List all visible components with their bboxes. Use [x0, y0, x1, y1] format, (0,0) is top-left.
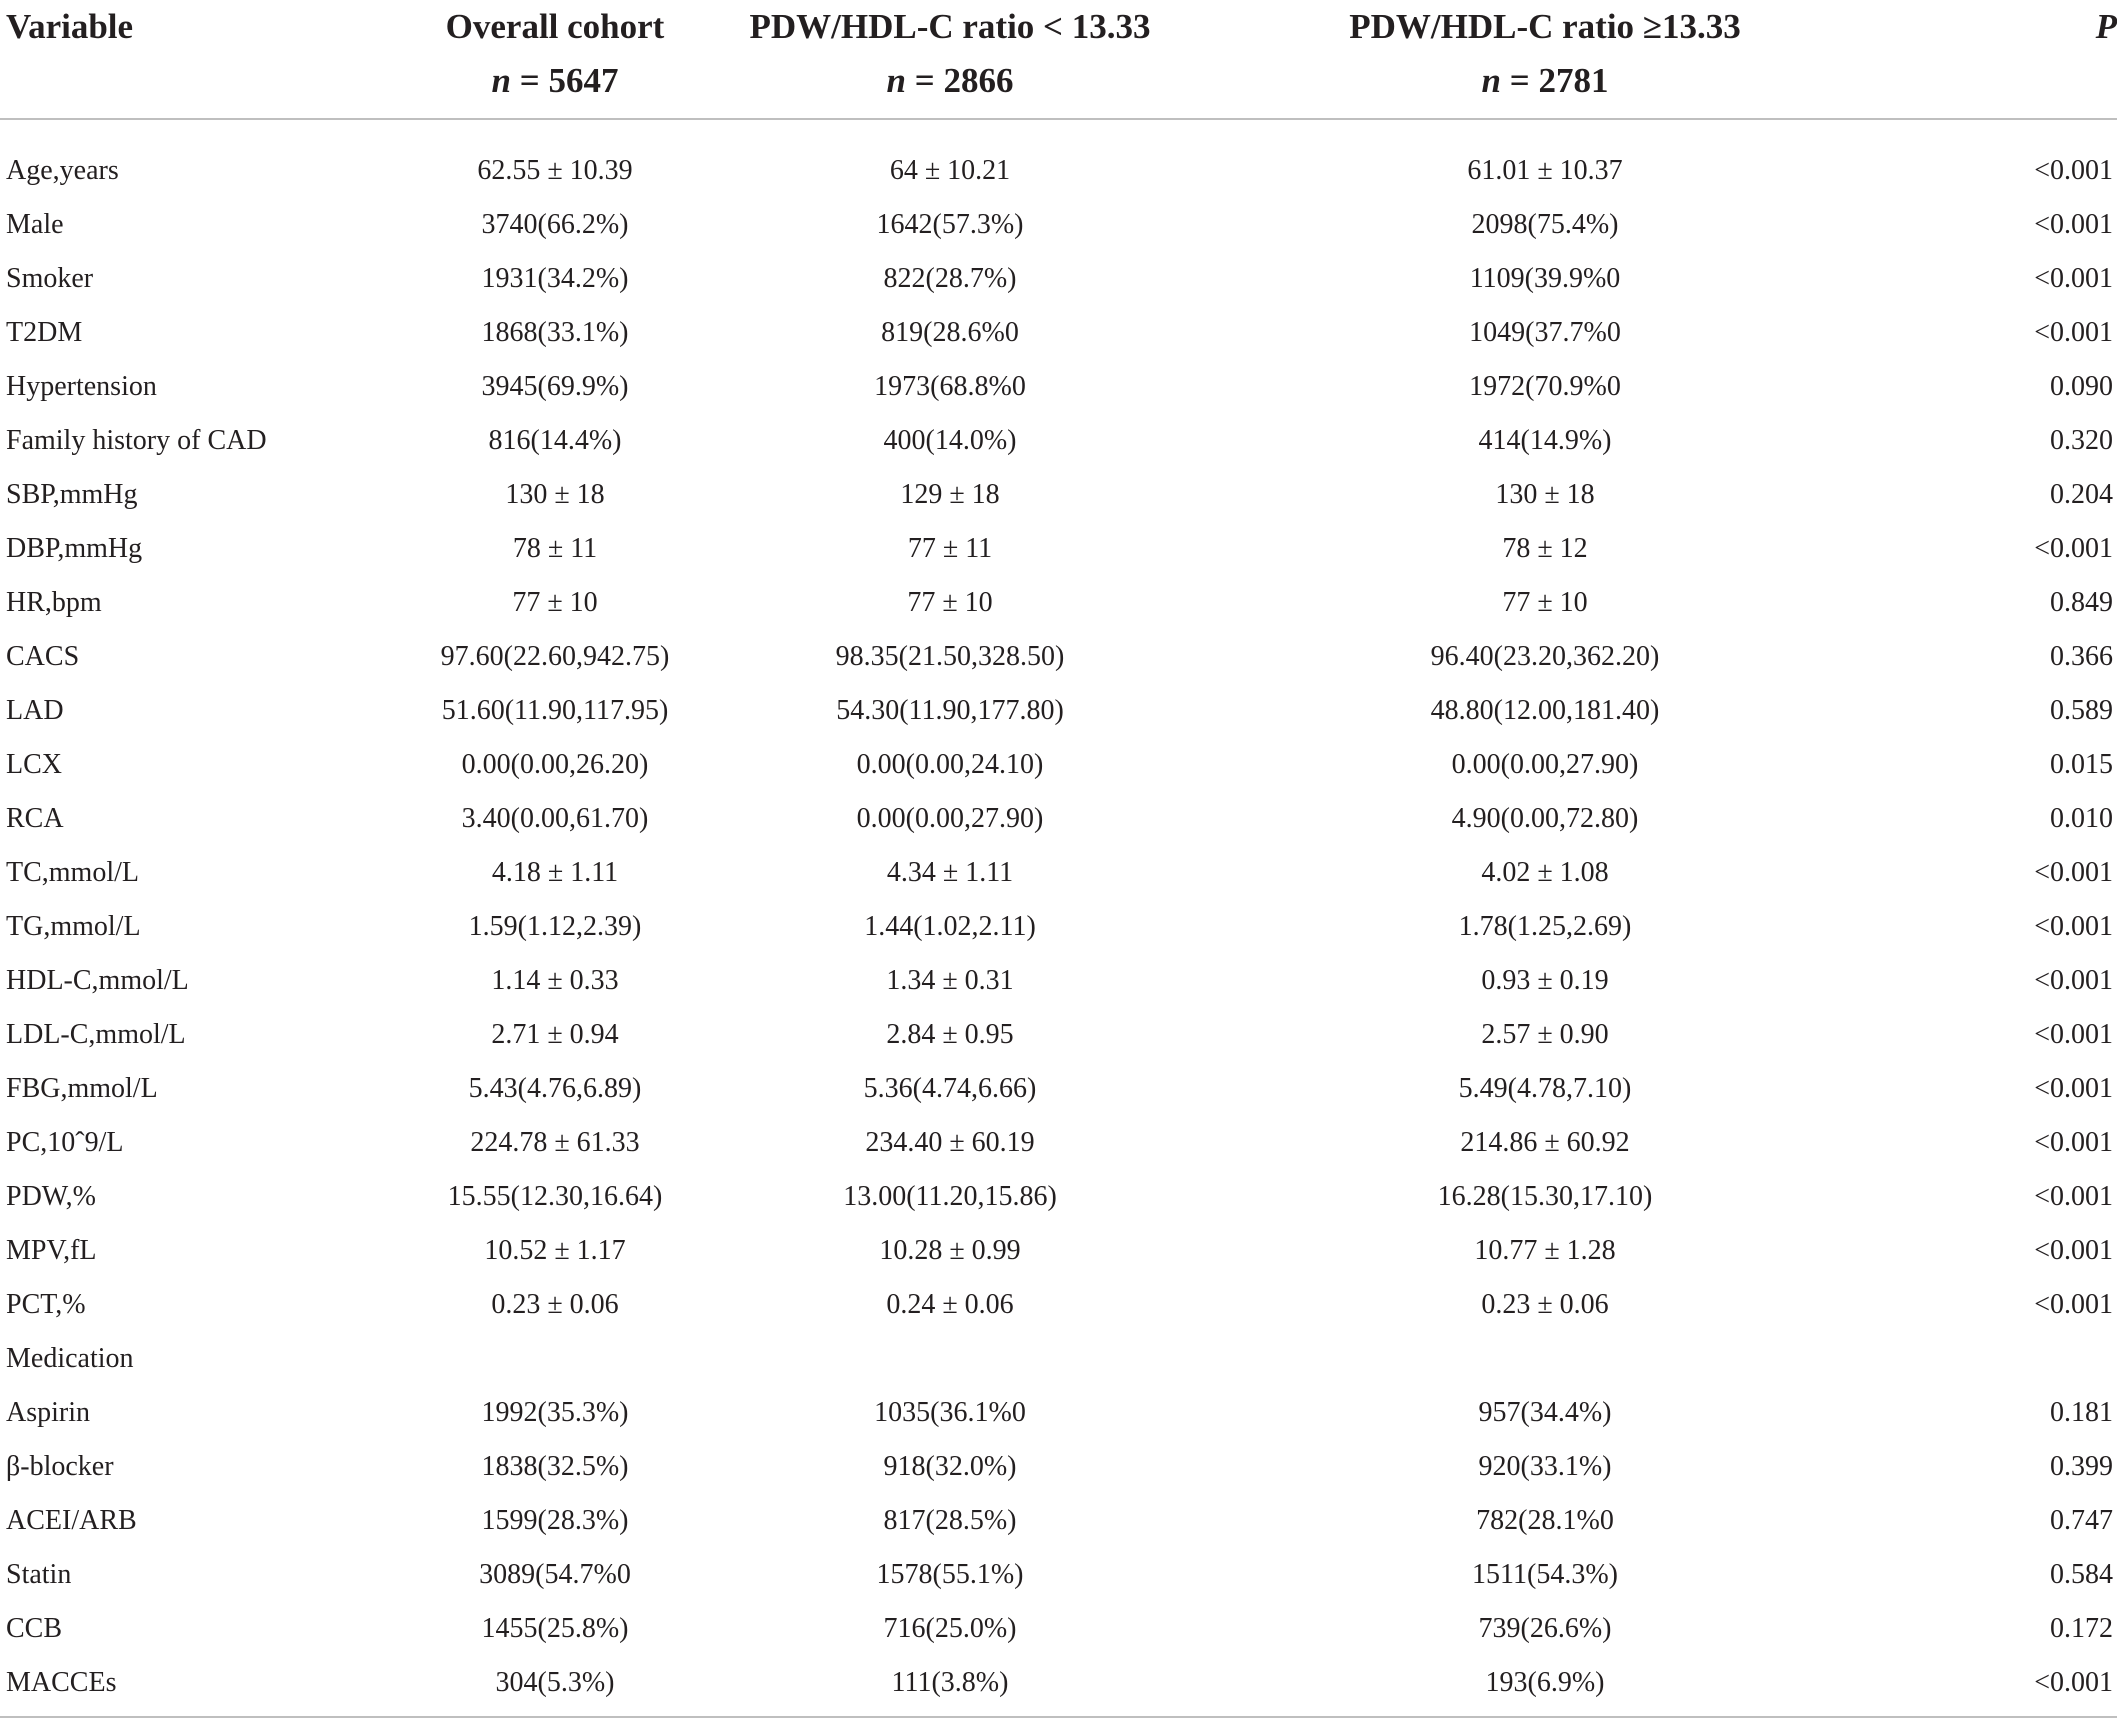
cell-overall: 2.71 ± 0.94 [491, 1019, 619, 1050]
cell-high-ratio: 1049(37.7%0 [1469, 317, 1621, 348]
cell-p-value: 0.589 [2050, 695, 2113, 726]
table-row [0, 1440, 2117, 1494]
header-p [1860, 0, 2117, 118]
cell-overall: 97.60(22.60,942.75) [440, 641, 670, 672]
table-row [0, 1332, 2117, 1386]
cell-p-value [1860, 1332, 2117, 1386]
cell-high-ratio: 0.00(0.00,27.90) [1451, 749, 1639, 780]
table-row [0, 1602, 2117, 1656]
cell-variable: Hypertension [6, 371, 157, 402]
cell-variable: LDL-C,mmol/L [6, 1019, 186, 1050]
cell-p-value: 0.090 [2050, 371, 2113, 402]
cell-variable: SBP,mmHg [6, 479, 138, 510]
table-row [0, 118, 2117, 198]
cell-low-ratio: 0.24 ± 0.06 [886, 1289, 1014, 1320]
header-high-n-symbol: n [1481, 61, 1501, 100]
cell-p-value: 0.010 [2050, 803, 2113, 834]
cell-low-ratio: 64 ± 10.21 [889, 155, 1011, 186]
cell-low-ratio: 129 ± 18 [900, 479, 1000, 510]
cell-overall: 1.14 ± 0.33 [491, 965, 619, 996]
cell-p-value: <0.001 [2034, 317, 2113, 348]
cell-overall: 3089(54.7%0 [479, 1559, 631, 1590]
cell-p-value: <0.001 [2034, 1667, 2113, 1698]
cell-low-ratio: 77 ± 10 [907, 587, 993, 618]
cell-p-value: <0.001 [2034, 263, 2113, 294]
table-row [0, 360, 2117, 414]
table-row [0, 1170, 2117, 1224]
cell-low-ratio: 1578(55.1%) [876, 1559, 1024, 1590]
cell-variable: Statin [6, 1559, 72, 1590]
table-row [0, 684, 2117, 738]
cell-p-value: <0.001 [2034, 533, 2113, 564]
cell-variable: ACEI/ARB [6, 1505, 137, 1536]
table-row [0, 1278, 2117, 1332]
cell-low-ratio: 817(28.5%) [883, 1505, 1017, 1536]
cell-high-ratio: 2.57 ± 0.90 [1481, 1019, 1609, 1050]
cell-low-ratio: 5.36(4.74,6.66) [863, 1073, 1037, 1104]
cell-p-value: 0.015 [2050, 749, 2113, 780]
table-row [0, 792, 2117, 846]
cell-overall: 1.59(1.12,2.39) [468, 911, 642, 942]
cell-low-ratio: 400(14.0%) [883, 425, 1017, 456]
header-overall-n [440, 54, 670, 108]
cell-low-ratio: 234.40 ± 60.19 [865, 1127, 1035, 1158]
cell-p-value: <0.001 [2034, 911, 2113, 942]
cell-p-value: <0.001 [2034, 965, 2113, 996]
table-row [0, 198, 2117, 252]
cell-variable: PC,10ˆ9/L [6, 1127, 124, 1158]
header-overall-n-symbol: n [491, 61, 511, 100]
cell-overall: 3.40(0.00,61.70) [461, 803, 649, 834]
cell-overall: 3740(66.2%) [481, 209, 629, 240]
cell-overall: 224.78 ± 61.33 [470, 1127, 640, 1158]
cell-variable: HR,bpm [6, 587, 102, 618]
cell-low-ratio: 0.00(0.00,27.90) [856, 803, 1044, 834]
table-row [0, 1116, 2117, 1170]
cell-p-value: 0.849 [2050, 587, 2113, 618]
cell-p-value: <0.001 [2034, 1181, 2113, 1212]
cell-variable: DBP,mmHg [6, 533, 143, 564]
cell-overall: 1599(28.3%) [481, 1505, 629, 1536]
cell-high-ratio: 782(28.1%0 [1476, 1505, 1614, 1536]
cell-p-value: 0.181 [2050, 1397, 2113, 1428]
table-row [0, 1494, 2117, 1548]
cell-high-ratio: 4.90(0.00,72.80) [1451, 803, 1639, 834]
cell-variable: TG,mmol/L [6, 911, 141, 942]
cell-high-ratio: 0.93 ± 0.19 [1481, 965, 1609, 996]
table-bottom-rule [0, 1716, 2117, 1718]
cell-low-ratio: 4.34 ± 1.11 [886, 857, 1014, 888]
table-row [0, 900, 2117, 954]
cell-variable: LAD [6, 695, 64, 726]
cell-low-ratio: 54.30(11.90,177.80) [836, 695, 1064, 726]
cell-high-ratio: 130 ± 18 [1495, 479, 1595, 510]
cell-overall: 15.55(12.30,16.64) [447, 1181, 663, 1212]
table-header [0, 0, 2117, 118]
cell-variable: HDL-C,mmol/L [6, 965, 189, 996]
cell-high-ratio: 920(33.1%) [1478, 1451, 1612, 1482]
cell-variable: Family history of CAD [6, 425, 267, 456]
table-row [0, 468, 2117, 522]
cell-overall: 1455(25.8%) [481, 1613, 629, 1644]
table-row [0, 1008, 2117, 1062]
cell-high-ratio: 0.23 ± 0.06 [1481, 1289, 1609, 1320]
cell-low-ratio: 0.00(0.00,24.10) [856, 749, 1044, 780]
header-overall-n-value: = 5647 [519, 61, 619, 100]
cell-high-ratio: 96.40(23.20,362.20) [1430, 641, 1660, 672]
cell-high-ratio: 193(6.9%) [1485, 1667, 1605, 1698]
cell-variable: FBG,mmol/L [6, 1073, 158, 1104]
cell-overall: 51.60(11.90,117.95) [441, 695, 669, 726]
cell-overall: 1931(34.2%) [481, 263, 629, 294]
cell-variable: CCB [6, 1613, 63, 1644]
cell-low-ratio: 98.35(21.50,328.50) [835, 641, 1065, 672]
header-high-n [1230, 54, 1860, 108]
table-row [0, 1386, 2117, 1440]
cell-high-ratio: 5.49(4.78,7.10) [1458, 1073, 1632, 1104]
cell-low-ratio: 1.34 ± 0.31 [886, 965, 1014, 996]
cell-high-ratio: 16.28(15.30,17.10) [1437, 1181, 1653, 1212]
table-row [0, 414, 2117, 468]
cell-low-ratio: 822(28.7%) [883, 263, 1017, 294]
cell-overall [440, 1332, 670, 1386]
cell-low-ratio: 1973(68.8%0 [874, 371, 1026, 402]
header-low-n [670, 54, 1230, 108]
table-row [0, 1548, 2117, 1602]
cell-high-ratio: 214.86 ± 60.92 [1460, 1127, 1630, 1158]
cell-p-value: <0.001 [2034, 1235, 2113, 1266]
table-row [0, 1062, 2117, 1116]
cell-p-value: <0.001 [2034, 1019, 2113, 1050]
cell-variable: MPV,fL [6, 1235, 97, 1266]
cell-overall: 0.23 ± 0.06 [491, 1289, 619, 1320]
cell-p-value: 0.204 [2050, 479, 2113, 510]
cell-overall: 816(14.4%) [488, 425, 622, 456]
cell-high-ratio: 1109(39.9%0 [1469, 263, 1621, 294]
cell-overall: 10.52 ± 1.17 [484, 1235, 626, 1266]
table-row [0, 252, 2117, 306]
cell-variable: T2DM [6, 317, 83, 348]
header-low-ratio [670, 0, 1230, 118]
cell-p-value: 0.747 [2050, 1505, 2113, 1536]
cell-p-value: <0.001 [2034, 1073, 2113, 1104]
table-row [0, 630, 2117, 684]
cell-overall: 78 ± 11 [512, 533, 598, 564]
table-row [0, 1656, 2117, 1710]
cell-variable: Aspirin [6, 1397, 90, 1428]
cell-p-value: <0.001 [2034, 1127, 2113, 1158]
cell-p-value: 0.320 [2050, 425, 2113, 456]
cell-overall: 5.43(4.76,6.89) [468, 1073, 642, 1104]
cell-low-ratio [670, 1332, 1230, 1386]
cell-p-value: <0.001 [2034, 155, 2113, 186]
table-row [0, 576, 2117, 630]
cell-low-ratio: 10.28 ± 0.99 [879, 1235, 1021, 1266]
cell-p-value: 0.584 [2050, 1559, 2113, 1590]
cell-overall: 130 ± 18 [505, 479, 605, 510]
header-low-label: PDW/HDL-C ratio < 13.33 [749, 7, 1151, 46]
cell-high-ratio: 1972(70.9%0 [1469, 371, 1621, 402]
cell-overall: 77 ± 10 [512, 587, 598, 618]
cell-overall: 1868(33.1%) [481, 317, 629, 348]
header-overall [440, 0, 670, 118]
cell-high-ratio: 957(34.4%) [1478, 1397, 1612, 1428]
cell-variable: TC,mmol/L [6, 857, 139, 888]
header-high-ratio [1230, 0, 1860, 118]
cell-overall: 0.00(0.00,26.20) [461, 749, 649, 780]
cell-variable: LCX [6, 749, 62, 780]
table-row [0, 954, 2117, 1008]
cell-p-value: <0.001 [2034, 209, 2113, 240]
cell-p-value: <0.001 [2034, 857, 2113, 888]
cell-high-ratio: 414(14.9%) [1478, 425, 1612, 456]
cell-high-ratio: 4.02 ± 1.08 [1481, 857, 1609, 888]
cell-high-ratio: 2098(75.4%) [1471, 209, 1619, 240]
header-high-label: PDW/HDL-C ratio ≥13.33 [1349, 7, 1741, 46]
header-variable-label: Variable [6, 7, 134, 46]
table-row [0, 306, 2117, 360]
header-row [0, 0, 2117, 118]
header-overall-label: Overall cohort [445, 7, 665, 46]
cell-high-ratio: 48.80(12.00,181.40) [1430, 695, 1660, 726]
cell-low-ratio: 77 ± 11 [907, 533, 993, 564]
cell-low-ratio: 111(3.8%) [891, 1667, 1009, 1698]
cell-high-ratio: 77 ± 10 [1502, 587, 1588, 618]
table-row [0, 738, 2117, 792]
cell-overall: 3945(69.9%) [481, 371, 629, 402]
cell-high-ratio: 739(26.6%) [1478, 1613, 1612, 1644]
header-low-n-symbol: n [886, 61, 906, 100]
cell-p-value: 0.366 [2050, 641, 2113, 672]
cell-overall: 4.18 ± 1.11 [491, 857, 619, 888]
cell-variable: RCA [6, 803, 64, 834]
cell-low-ratio: 716(25.0%) [883, 1613, 1017, 1644]
cell-variable: Male [6, 209, 64, 240]
cell-high-ratio: 61.01 ± 10.37 [1467, 155, 1623, 186]
table-row [0, 522, 2117, 576]
cell-p-value: <0.001 [2034, 1289, 2113, 1320]
header-divider [0, 118, 2117, 120]
cell-high-ratio: 1511(54.3%) [1472, 1559, 1618, 1590]
cell-low-ratio: 918(32.0%) [883, 1451, 1017, 1482]
table-row [0, 846, 2117, 900]
cell-overall: 304(5.3%) [495, 1667, 615, 1698]
cell-low-ratio: 13.00(11.20,15.86) [843, 1181, 1057, 1212]
cell-variable: Smoker [6, 263, 94, 294]
cell-variable: Medication [6, 1343, 134, 1374]
cell-overall: 1838(32.5%) [481, 1451, 629, 1482]
cell-low-ratio: 1.44(1.02,2.11) [864, 911, 1036, 942]
table-body [0, 118, 2117, 1710]
cell-low-ratio: 2.84 ± 0.95 [886, 1019, 1014, 1050]
cell-variable: CACS [6, 641, 80, 672]
header-variable [0, 0, 440, 118]
cell-p-value: 0.399 [2050, 1451, 2113, 1482]
cell-high-ratio: 1.78(1.25,2.69) [1458, 911, 1632, 942]
cell-low-ratio: 1642(57.3%) [876, 209, 1024, 240]
cell-overall: 1992(35.3%) [481, 1397, 629, 1428]
cell-low-ratio: 819(28.6%0 [881, 317, 1019, 348]
table-row [0, 1224, 2117, 1278]
header-high-n-value: = 2781 [1509, 61, 1609, 100]
cell-overall: 62.55 ± 10.39 [477, 155, 633, 186]
cell-variable: Age,years [6, 155, 119, 186]
cell-high-ratio: 10.77 ± 1.28 [1474, 1235, 1616, 1266]
cell-high-ratio [1230, 1332, 1860, 1386]
cell-low-ratio: 1035(36.1%0 [874, 1397, 1026, 1428]
header-p-label: P [2095, 7, 2117, 46]
cell-high-ratio: 78 ± 12 [1502, 533, 1588, 564]
cell-variable: PCT,% [6, 1289, 86, 1320]
cell-p-value: 0.172 [2050, 1613, 2113, 1644]
cell-variable: β-blocker [6, 1451, 114, 1482]
cell-variable: PDW,% [6, 1181, 96, 1212]
cell-variable: MACCEs [6, 1667, 117, 1698]
header-low-n-value: = 2866 [914, 61, 1014, 100]
